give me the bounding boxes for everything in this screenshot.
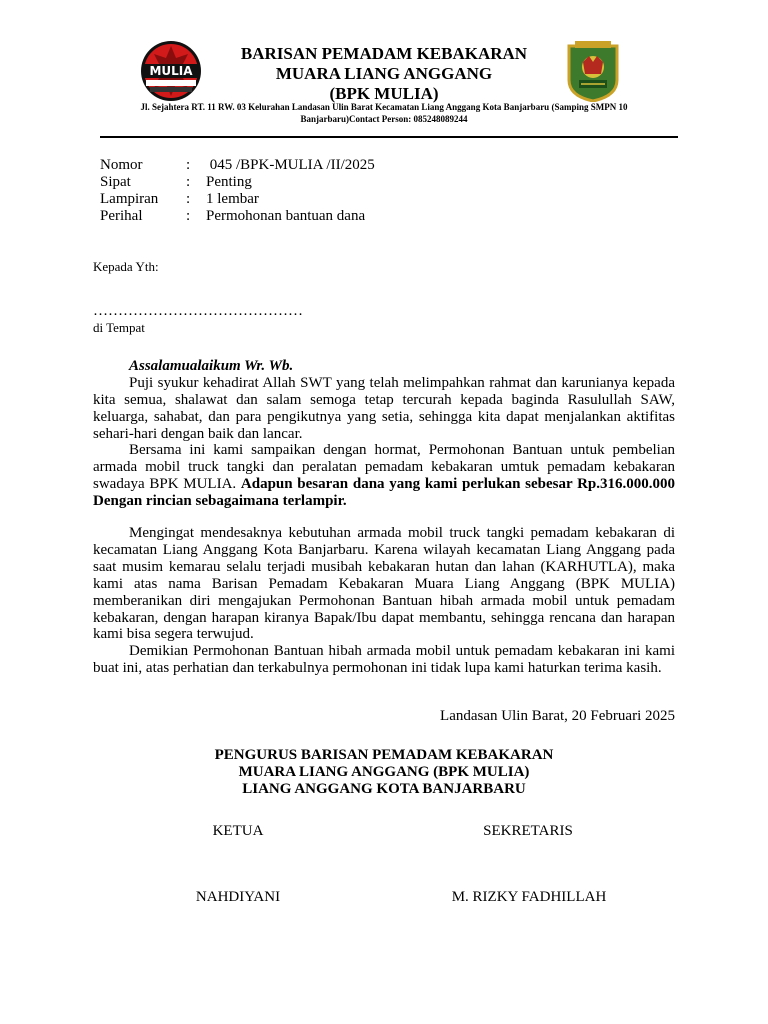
meta-value: 1 lembar [206,191,259,207]
recipient-place: di Tempat [93,320,145,335]
paragraph-2-text: Bersama ini kami sampaikan dengan hormat, Permohonan Bantuan untuk pembelian armada mobil truck tangki dan peralatan pemadam kebakaran umtuk pemadam kebakaran swadaya BPK MULIA. [93,442,675,492]
org-name-line2: MUARA LIANG ANGGANG [275,64,493,83]
meta-row-nomor [100,157,375,174]
meta-row-sipat [100,174,375,191]
meta-key: Lampiran [100,191,159,207]
address-line1: Jl. Sejahtera RT. 11 RW. 03 Kelurahan Landasan Ulin Barat Kecamatan Liang Anggang Kota Banjarbaru (Samping SMPN 10 [140,102,628,112]
recipient-dots: …………………………………… [93,303,303,319]
meta-value: 045 /BPK-MULIA /II/2025 [206,157,375,173]
meta-value: Penting [206,174,252,190]
org-name-line3: (BPK MULIA) [329,84,439,103]
meta-colon: : [186,208,191,224]
signatory-org-line1: PENGURUS BARISAN PEMADAM KEBAKARAN [214,747,554,763]
paragraph-2-end: . [342,492,347,509]
meta-value: Permohonan bantuan dana [206,208,366,224]
logo-left-text: MULIA [149,64,193,78]
meta-colon: : [186,174,191,190]
address-line2: Banjarbaru)Contact Person: 085248089244 [300,114,468,124]
paragraph-4: Demikian Permohonan Bantuan hibah armada mobil untuk pemadam kebakaran ini kami buat ini, atas perhatian dan terkabulnya permohonan ini tidak lupa kami haturkan terima kasih. [93,643,675,676]
regional-crest-icon [565,40,621,102]
letter-meta-table [100,157,375,225]
paragraph-2-bold: Adapun besaran dana yang kami perlukan sebesar Rp.316.000.000 Dengan rincian sebagaimana terlampir [93,475,675,509]
meta-row-perihal [100,208,375,225]
address-block [96,101,672,125]
signatory-org-line2: MUARA LIANG ANGGANG (BPK MULIA) [238,764,530,780]
letterhead-divider [100,136,678,138]
paragraph-3: Mengingat mendesaknya kebutuhan armada mobil truck tangki pemadam kebakaran di kecamatan Liang Anggang Kota Banjarbaru. Karena wilayah kecamatan Liang Anggang pada saat musim kemarau selalu terjadi musibah kebakaran hutan dan lahan (KARHUTLA), maka kami atas nama Barisan Pemadam Kebakaran Muara Liang Anggang (BPK MULIA) memberanikan diri mengajukan Permohonan Bantuan hibah armada mobil untuk pemadam kebakaran, dengan harapan kiranya Bapak/Ibu dapat membantu, sehingga rencana dan harapan kami bisa segera terwujud. [93,525,675,643]
paragraph-1: Puji syukur kehadirat Allah SWT yang telah melimpahkan rahmat dan karunianya kepada kita semua, shalawat dan salam semoga tetap tercurah kepada baginda Rasulullah SAW, keluarga, sahabat, dan para pengikutnya yang setia, sehingga kita dapat menjalankan aktifitas sehari-hari dengan baik dan lancar. [93,375,675,442]
salam: Assalamualaikum Wr. Wb. [129,358,294,374]
name-sekretaris: M. RIZKY FADHILLAH [451,889,607,905]
paragraph-2 [93,442,675,510]
meta-key: Perihal [100,208,143,224]
place-date: Landasan Ulin Barat, 20 Februari 2025 [440,708,675,724]
meta-colon: : [186,191,191,207]
recipient-greeting: Kepada Yth: [93,259,159,274]
fire-brigade-emblem-icon [138,40,204,102]
role-sekretaris: SEKRETARIS [483,823,573,839]
meta-colon: : [186,157,191,173]
meta-row-lampiran [100,191,375,208]
name-ketua: NAHDIYANI [195,889,281,905]
meta-key: Sipat [100,174,131,190]
role-ketua: KETUA [212,823,264,839]
org-name-line1: BARISAN PEMADAM KEBAKARAN [240,44,528,63]
signatory-org-line3: LIANG ANGGANG KOTA BANJARBARU [242,781,526,797]
meta-key: Nomor [100,157,143,173]
